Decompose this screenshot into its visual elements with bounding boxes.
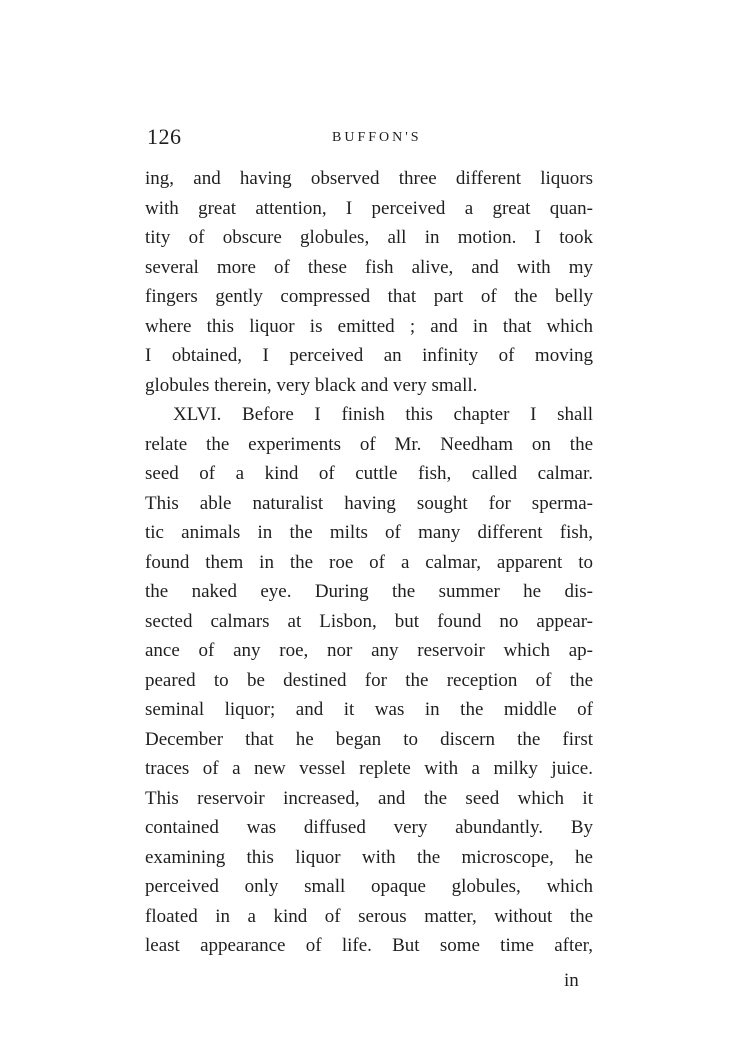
text-line: I obtained, I perceived an infinity of moving [145,345,593,366]
text-line: seminal liquor; and it was in the middle of [145,699,593,720]
paragraph-start-line: XLVI. Before I finish this chapter I shall [173,404,593,425]
text-line: tity of obscure globules, all in motion. I took [145,227,593,248]
text-line: examining this liquor with the microscope, he [145,846,593,868]
text-line: floated in a kind of serous matter, without the [145,905,593,927]
text-line: least appearance of life. But some time after, [145,935,593,956]
text-line: ing, and having observed three different liquors [145,168,593,189]
text-line: fingers gently compressed that part of the belly [145,286,593,307]
text-line: tic animals in the milts of many different fish, [145,522,593,543]
text-line: globules therein, very black and very small. [145,374,478,396]
catchword: in [564,970,579,991]
text-line: December that he began to discern the first [145,728,593,750]
text-line: perceived only small opaque globules, which [145,876,593,897]
text-line: peared to be destined for the reception of the [145,669,593,691]
text-line: sected calmars at Lisbon, but found no appear- [145,610,593,632]
text-line: the naked eye. During the summer he dis- [145,581,593,602]
text-line: where this liquor is emitted ; and in that which [145,315,593,337]
text-line: traces of a new vessel replete with a milky juice. [145,758,593,779]
running-head [147,124,587,154]
text-line: contained was diffused very abundantly. By [145,817,593,838]
text-line: ance of any roe, nor any reservoir which ap- [145,640,593,661]
running-title: BUFFON'S [332,130,422,145]
text-line: This reservoir increased, and the seed which it [145,787,593,809]
page-number: 126 [147,124,182,149]
text-line: relate the experiments of Mr. Needham on the [145,433,593,455]
text-line: found them in the roe of a calmar, apparent to [145,551,593,573]
text-line: seed of a kind of cuttle fish, called calmar. [145,463,593,484]
text-line: with great attention, I perceived a great quan- [145,197,593,219]
body-text [145,164,593,961]
text-line: several more of these fish alive, and with my [145,256,593,278]
text-line: This able naturalist having sought for sperma- [145,492,593,514]
